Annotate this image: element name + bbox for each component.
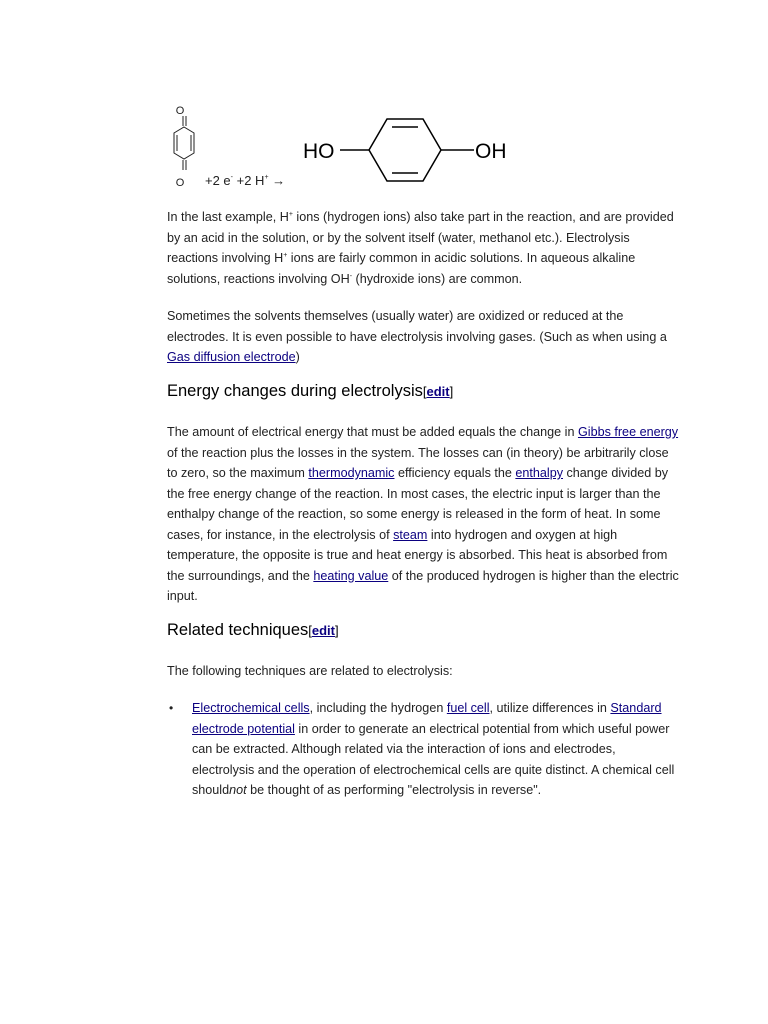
edit-link[interactable]: edit	[311, 623, 336, 638]
edit-section: [edit]	[308, 623, 339, 638]
link-standard-electrode-potential[interactable]: Standard electrode potential	[192, 701, 662, 736]
section-heading-energy-changes	[167, 382, 453, 401]
hydroquinone-structure	[303, 100, 523, 192]
link-steam[interactable]: steam	[393, 527, 428, 542]
section-title: Energy changes during electrolysis	[167, 382, 423, 400]
hydroquinone-ho-label: HO	[303, 140, 335, 163]
link-heating-value[interactable]: heating value	[313, 568, 389, 583]
reaction-figure	[163, 100, 523, 192]
bullet-icon: •	[169, 701, 174, 715]
link-enthalpy[interactable]: enthalpy	[515, 466, 563, 480]
paragraph-solvents: Sometimes the solvents themselves (usually water) are oxidized or reduced at the electrodes. It is even possible to have electrolysis involving gases. (Such as when using a Gas diffusion electrode)	[167, 309, 667, 364]
paragraph-related-intro: The following techniques are related to electrolysis:	[167, 664, 453, 678]
link-gas-diffusion-electrode[interactable]: Gas diffusion electrode	[167, 350, 296, 364]
paragraph-hydrogen-ions: In the last example, H+ ions (hydrogen ions) also take part in the reaction, and are provided by an acid in the solution, or by the solvent itself (water, methanol etc.). Electrolysis reactions involving H+ ions are fairly common in acidic solutions. In aqueous alkaline solutions, reactions involving OH- (hydroxide ions) are common.	[167, 210, 674, 286]
related-techniques-list	[167, 698, 679, 801]
quinone-oxygen-bottom: O	[175, 177, 185, 189]
quinone-oxygen-top: O	[175, 105, 185, 117]
link-gibbs-free-energy[interactable]: Gibbs free energy	[577, 425, 679, 439]
list-item: • Electrochemical cells, including the hydrogen fuel cell, utilize differences in Standard electrode potential in order to generate an electrical potential from which useful power can be extracted. Although related via the interaction of ions and electrodes, electrolysis and the operation of electrochemical cells are quite distinct. A chemical cell shouldnot be thought of as performing "electrolysis in reverse".	[167, 698, 679, 801]
quinone-structure	[163, 100, 203, 192]
link-electrochemical-cells[interactable]: Electrochemical cells	[192, 701, 310, 715]
section-heading-related-techniques	[167, 621, 339, 640]
link-thermodynamic[interactable]: thermodynamic	[308, 466, 395, 480]
hydroquinone-oh-label: OH	[475, 140, 507, 163]
equation-text: +2 e- +2 H+ →	[205, 173, 286, 188]
edit-link[interactable]: edit	[426, 384, 450, 399]
paragraph-energy: The amount of electrical energy that must be added equals the change in Gibbs free energy of the reaction plus the losses in the system. The losses can (in theory) be arbitrarily close to zero, so the maximum thermodynamic efficiency equals the enthalpy change divided by the free energy change of the reaction. In most cases, the electric input is larger than the enthalpy change of the reaction, so some energy is released in the form of heat. In some cases, for instance, in the electrolysis of steam into hydrogen and oxygen at high temperature, the opposite is true and heat energy is absorbed. This heat is absorbed from the surroundings, and the heating value of the produced hydrogen is higher than the electric input.	[167, 425, 679, 603]
link-fuel-cell[interactable]: fuel cell	[446, 701, 490, 715]
edit-section: [edit]	[422, 384, 454, 399]
section-title: Related techniques	[167, 621, 309, 639]
